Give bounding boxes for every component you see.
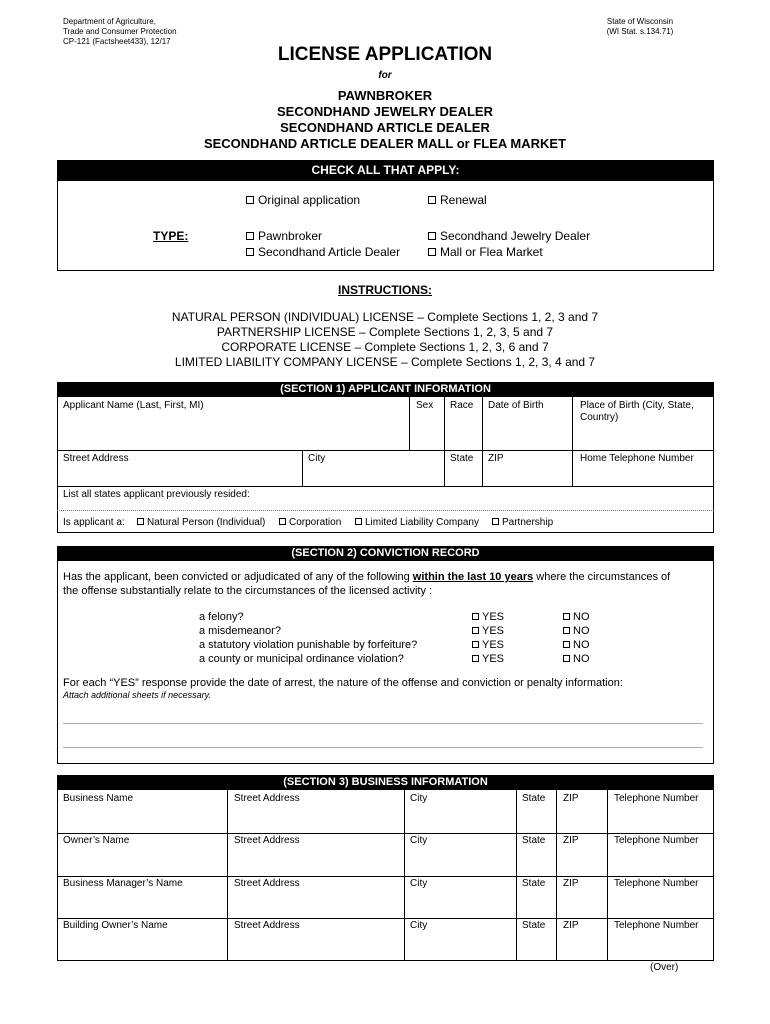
checkbox-icon [428, 196, 436, 204]
no-checkbox[interactable]: NO [563, 652, 590, 666]
owner-street-field[interactable]: Street Address [234, 835, 300, 846]
business-city-field[interactable]: City [410, 793, 428, 804]
yes-followup-text: For each “YES” response provide the date of arrest, the nature of the offense and conviction or penalty information: [63, 677, 623, 689]
license-types-list [0, 88, 770, 152]
building-owner-city-field[interactable]: City [410, 920, 428, 931]
jewelry-dealer-checkbox[interactable]: Secondhand Jewelry Dealer [428, 229, 590, 243]
owner-phone-field[interactable]: Telephone Number [614, 835, 699, 846]
manager-state-field[interactable]: State [522, 878, 546, 889]
form-id: CP-121 (Factsheet433), 12/17 [63, 37, 171, 46]
agency-block [63, 17, 177, 47]
agency-line-2: Trade and Consumer Protection [63, 27, 177, 36]
owner-state-field[interactable]: State [522, 835, 546, 846]
state-line-1: State of Wisconsin [606, 17, 674, 26]
business-street-field[interactable]: Street Address [234, 793, 300, 804]
city-field[interactable]: City [308, 453, 326, 464]
corporation-checkbox[interactable]: Corporation [279, 517, 341, 529]
license-type-line: SECONDHAND ARTICLE DEALER [280, 120, 490, 135]
no-checkbox[interactable]: NO [563, 638, 590, 652]
business-phone-field[interactable]: Telephone Number [614, 793, 699, 804]
section2-header: (SECTION 2) CONVICTION RECORD [57, 546, 714, 561]
llc-checkbox[interactable]: Limited Liability Company [355, 517, 479, 529]
offense-item: a felony? [199, 611, 244, 623]
offense-item: a county or municipal ordinance violation? [199, 653, 404, 665]
owner-name-field[interactable]: Owner’s Name [63, 835, 130, 846]
page-title: LICENSE APPLICATION [277, 44, 493, 65]
street-address-field[interactable]: Street Address [63, 453, 129, 464]
business-zip-field[interactable]: ZIP [563, 793, 579, 804]
attach-note: Attach additional sheets if necessary. [63, 690, 211, 700]
mall-flea-market-checkbox[interactable]: Mall or Flea Market [428, 245, 543, 259]
type-label: TYPE: [153, 229, 189, 243]
yes-checkbox[interactable]: YES [472, 652, 504, 666]
original-application-checkbox[interactable]: Original application [246, 193, 360, 207]
checkbox-icon [563, 655, 570, 662]
zip-field[interactable]: ZIP [488, 453, 504, 464]
previous-states-field[interactable]: List all states applicant previously resided: [63, 489, 250, 500]
state-block [580, 17, 700, 37]
checkbox-icon [563, 613, 570, 620]
explanation-line[interactable] [63, 723, 703, 724]
title-for: for [378, 70, 392, 81]
manager-name-field[interactable]: Business Manager’s Name [63, 878, 183, 889]
owner-city-field[interactable]: City [410, 835, 428, 846]
agency-line-1: Department of Agriculture, [63, 17, 156, 26]
pawnbroker-checkbox[interactable]: Pawnbroker [246, 229, 322, 243]
manager-city-field[interactable]: City [410, 878, 428, 889]
checkbox-icon [246, 196, 254, 204]
checkbox-icon [355, 518, 362, 525]
checkbox-icon [246, 248, 254, 256]
yes-checkbox[interactable]: YES [472, 624, 504, 638]
natural-person-checkbox[interactable]: Natural Person (Individual) [137, 517, 265, 529]
building-owner-zip-field[interactable]: ZIP [563, 920, 579, 931]
instructions-heading: INSTRUCTIONS: [338, 283, 432, 297]
checkbox-icon [137, 518, 144, 525]
yes-checkbox[interactable]: YES [472, 610, 504, 624]
checkbox-icon [472, 613, 479, 620]
checkbox-icon [563, 627, 570, 634]
business-name-field[interactable]: Business Name [63, 793, 134, 804]
license-type-line: PAWNBROKER [337, 88, 433, 103]
apply-header: CHECK ALL THAT APPLY: [57, 160, 714, 181]
yes-column [472, 610, 504, 666]
checkbox-icon [428, 232, 436, 240]
offense-item: a statutory violation punishable by forfeiture? [199, 639, 418, 651]
state-line-2: (WI Stat. s.134.71) [606, 27, 674, 36]
manager-phone-field[interactable]: Telephone Number [614, 878, 699, 889]
checkbox-icon [472, 655, 479, 662]
manager-zip-field[interactable]: ZIP [563, 878, 579, 889]
date-of-birth-field[interactable]: Date of Birth [488, 400, 544, 411]
explanation-line[interactable] [63, 747, 703, 748]
checkbox-icon [279, 518, 286, 525]
business-state-field[interactable]: State [522, 793, 546, 804]
no-checkbox[interactable]: NO [563, 610, 590, 624]
no-checkbox[interactable]: NO [563, 624, 590, 638]
state-field[interactable]: State [450, 453, 474, 464]
over-note: (Over) [650, 962, 679, 973]
place-of-birth-field[interactable]: Place of Birth (City, State, Country) [580, 400, 694, 423]
section1-header: (SECTION 1) APPLICANT INFORMATION [57, 382, 714, 397]
checkbox-icon [472, 641, 479, 648]
manager-street-field[interactable]: Street Address [234, 878, 300, 889]
sex-field[interactable]: Sex [416, 400, 434, 411]
yes-checkbox[interactable]: YES [472, 638, 504, 652]
home-phone-field[interactable]: Home Telephone Number [580, 453, 694, 464]
building-owner-street-field[interactable]: Street Address [234, 920, 300, 931]
license-type-line: SECONDHAND ARTICLE DEALER MALL or FLEA MARKET [203, 136, 567, 151]
is-applicant-label: Is applicant a: [63, 517, 125, 528]
instruction-line: LIMITED LIABILITY COMPANY LICENSE – Complete Sections 1, 2, 3, 4 and 7 [174, 355, 596, 369]
instruction-line: NATURAL PERSON (INDIVIDUAL) LICENSE – Complete Sections 1, 2, 3 and 7 [171, 310, 599, 324]
race-field[interactable]: Race [450, 400, 474, 411]
checkbox-icon [492, 518, 499, 525]
checkbox-icon [428, 248, 436, 256]
partnership-checkbox[interactable]: Partnership [492, 517, 553, 529]
no-column [563, 610, 590, 666]
instruction-line: CORPORATE LICENSE – Complete Sections 1, 2, 3, 6 and 7 [221, 340, 549, 354]
checkbox-icon [563, 641, 570, 648]
checkbox-icon [472, 627, 479, 634]
instruction-line: PARTNERSHIP LICENSE – Complete Sections 1, 2, 3, 5 and 7 [216, 325, 554, 339]
license-type-line: SECONDHAND JEWELRY DEALER [277, 104, 493, 119]
conviction-question: Has the applicant, been convicted or adjudicated of any of the following within the last 10 years where the circumstances of the offense substantially relate to the circumstances of the licensed activity : [63, 571, 671, 597]
offense-list [199, 610, 417, 666]
renewal-checkbox[interactable]: Renewal [428, 193, 487, 207]
building-owner-phone-field[interactable]: Telephone Number [614, 920, 699, 931]
checkbox-icon [246, 232, 254, 240]
owner-zip-field[interactable]: ZIP [563, 835, 579, 846]
building-owner-state-field[interactable]: State [522, 920, 546, 931]
applicant-name-field[interactable]: Applicant Name (Last, First, MI) [63, 400, 204, 411]
article-dealer-checkbox[interactable]: Secondhand Article Dealer [246, 245, 400, 259]
offense-item: a misdemeanor? [199, 625, 281, 637]
instructions-list [0, 310, 770, 370]
section3-header: (SECTION 3) BUSINESS INFORMATION [57, 775, 714, 790]
building-owner-name-field[interactable]: Building Owner’s Name [63, 920, 168, 931]
